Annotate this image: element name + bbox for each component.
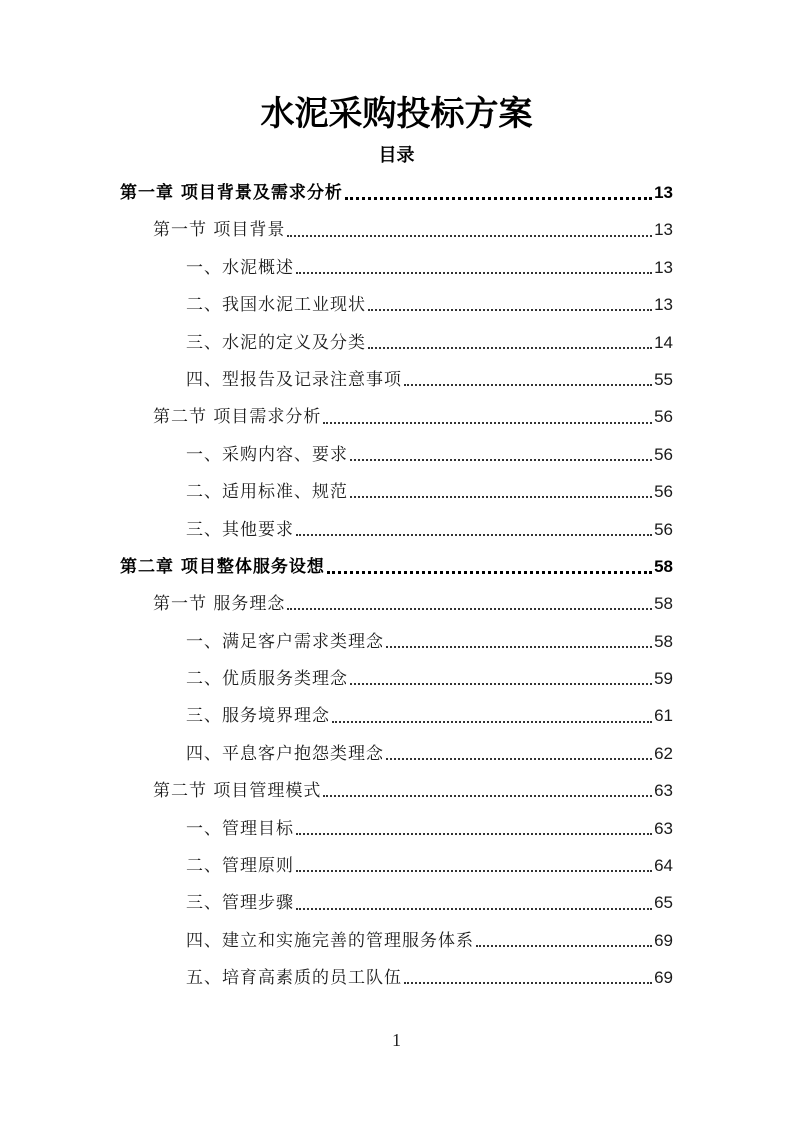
toc-item[interactable] (120, 884, 673, 921)
toc-entry-label: 二、适用标准、规范 (186, 482, 348, 503)
toc-chapter-2[interactable] (120, 548, 673, 585)
dot-leader (368, 334, 652, 351)
dot-leader (323, 782, 652, 799)
toc-entry-label: 三、管理步骤 (186, 893, 294, 914)
toc-item[interactable] (120, 623, 673, 660)
toc-entry-page: 63 (654, 818, 673, 838)
toc-item[interactable] (120, 660, 673, 697)
toc-entry-page: 56 (654, 482, 673, 502)
toc-entry-page: 56 (654, 519, 673, 539)
dot-leader (296, 521, 652, 538)
toc-entry-page: 56 (654, 444, 673, 464)
toc-entry-page: 58 (654, 631, 673, 651)
toc-item[interactable] (120, 511, 673, 548)
toc-entry-page: 63 (654, 781, 673, 801)
toc-entry-page: 64 (654, 856, 673, 876)
toc-entry-page: 61 (654, 706, 673, 726)
dot-leader (332, 708, 652, 725)
toc-entry-page: 58 (654, 556, 673, 576)
dot-leader (350, 670, 652, 687)
dot-leader (323, 409, 652, 426)
toc-entry-page: 14 (654, 332, 673, 352)
toc-entry-page: 69 (654, 930, 673, 950)
toc-entry-page: 69 (654, 968, 673, 988)
toc-entry-page: 56 (654, 407, 673, 427)
toc-entry-label: 三、服务境界理念 (186, 706, 330, 727)
dot-leader (476, 932, 652, 949)
toc-item[interactable] (120, 847, 673, 884)
toc-item[interactable] (120, 810, 673, 847)
dot-leader (404, 371, 652, 388)
toc-item[interactable] (120, 697, 673, 734)
dot-leader (287, 222, 652, 239)
dot-leader (386, 745, 652, 762)
toc-entry-label: 三、其他要求 (186, 519, 294, 540)
toc-item[interactable] (120, 735, 673, 772)
dot-leader (345, 184, 652, 201)
dot-leader (327, 558, 652, 575)
toc-entry-label: 第二章 项目整体服务设想 (120, 556, 325, 577)
dot-leader (386, 633, 652, 650)
toc-entry-label: 第一节 服务理念 (153, 594, 286, 615)
toc-entry-label: 二、优质服务类理念 (186, 669, 348, 690)
toc-entry-label: 一、管理目标 (186, 818, 294, 839)
table-of-contents (120, 174, 673, 997)
page-number: 1 (392, 1030, 401, 1050)
dot-leader (296, 895, 652, 912)
toc-entry-label: 一、水泥概述 (186, 257, 294, 278)
dot-leader (368, 296, 652, 313)
toc-entry-label: 四、型报告及记录注意事项 (186, 369, 402, 390)
document-title: 水泥采购投标方案 (260, 94, 533, 134)
toc-item[interactable] (120, 436, 673, 473)
toc-entry-page: 13 (654, 183, 673, 202)
toc-entry-page: 62 (654, 743, 673, 763)
toc-item[interactable] (120, 361, 673, 398)
toc-entry-label: 第二节 项目管理模式 (153, 781, 322, 802)
toc-entry-page: 55 (654, 369, 673, 389)
toc-entry-label: 五、培育高素质的员工队伍 (186, 968, 402, 989)
toc-entry-label: 三、水泥的定义及分类 (186, 332, 366, 353)
toc-entry-page: 13 (654, 295, 673, 315)
dot-leader (350, 483, 652, 500)
toc-item[interactable] (120, 286, 673, 323)
dot-leader (296, 259, 652, 276)
toc-entry-page: 58 (654, 594, 673, 614)
dot-leader (296, 857, 652, 874)
toc-entry-label: 第一章 项目背景及需求分析 (120, 183, 343, 203)
toc-item[interactable] (120, 324, 673, 361)
toc-entry-label: 二、管理原则 (186, 856, 294, 877)
toc-heading: 目录 (378, 145, 415, 166)
toc-item[interactable] (120, 922, 673, 959)
toc-entry-label: 二、我国水泥工业现状 (186, 295, 366, 316)
toc-chapter-1[interactable] (120, 174, 673, 211)
toc-section-2-2[interactable] (120, 772, 673, 809)
toc-section-1-1[interactable] (120, 211, 673, 248)
toc-entry-label: 第二节 项目需求分析 (153, 407, 322, 428)
dot-leader (350, 446, 652, 463)
toc-entry-label: 第一节 项目背景 (153, 220, 286, 241)
dot-leader (296, 820, 652, 837)
toc-entry-page: 59 (654, 669, 673, 689)
toc-entry-page: 65 (654, 893, 673, 913)
toc-entry-label: 四、平息客户抱怨类理念 (186, 743, 384, 764)
toc-item[interactable] (120, 959, 673, 996)
dot-leader (404, 969, 652, 986)
toc-entry-label: 四、建立和实施完善的管理服务体系 (186, 930, 474, 951)
toc-section-1-2[interactable] (120, 398, 673, 435)
toc-item[interactable] (120, 473, 673, 510)
toc-section-2-1[interactable] (120, 585, 673, 622)
toc-entry-label: 一、满足客户需求类理念 (186, 631, 384, 652)
toc-entry-label: 一、采购内容、要求 (186, 444, 348, 465)
toc-entry-page: 13 (654, 257, 673, 277)
dot-leader (287, 595, 652, 612)
toc-item[interactable] (120, 249, 673, 286)
toc-entry-page: 13 (654, 220, 673, 240)
